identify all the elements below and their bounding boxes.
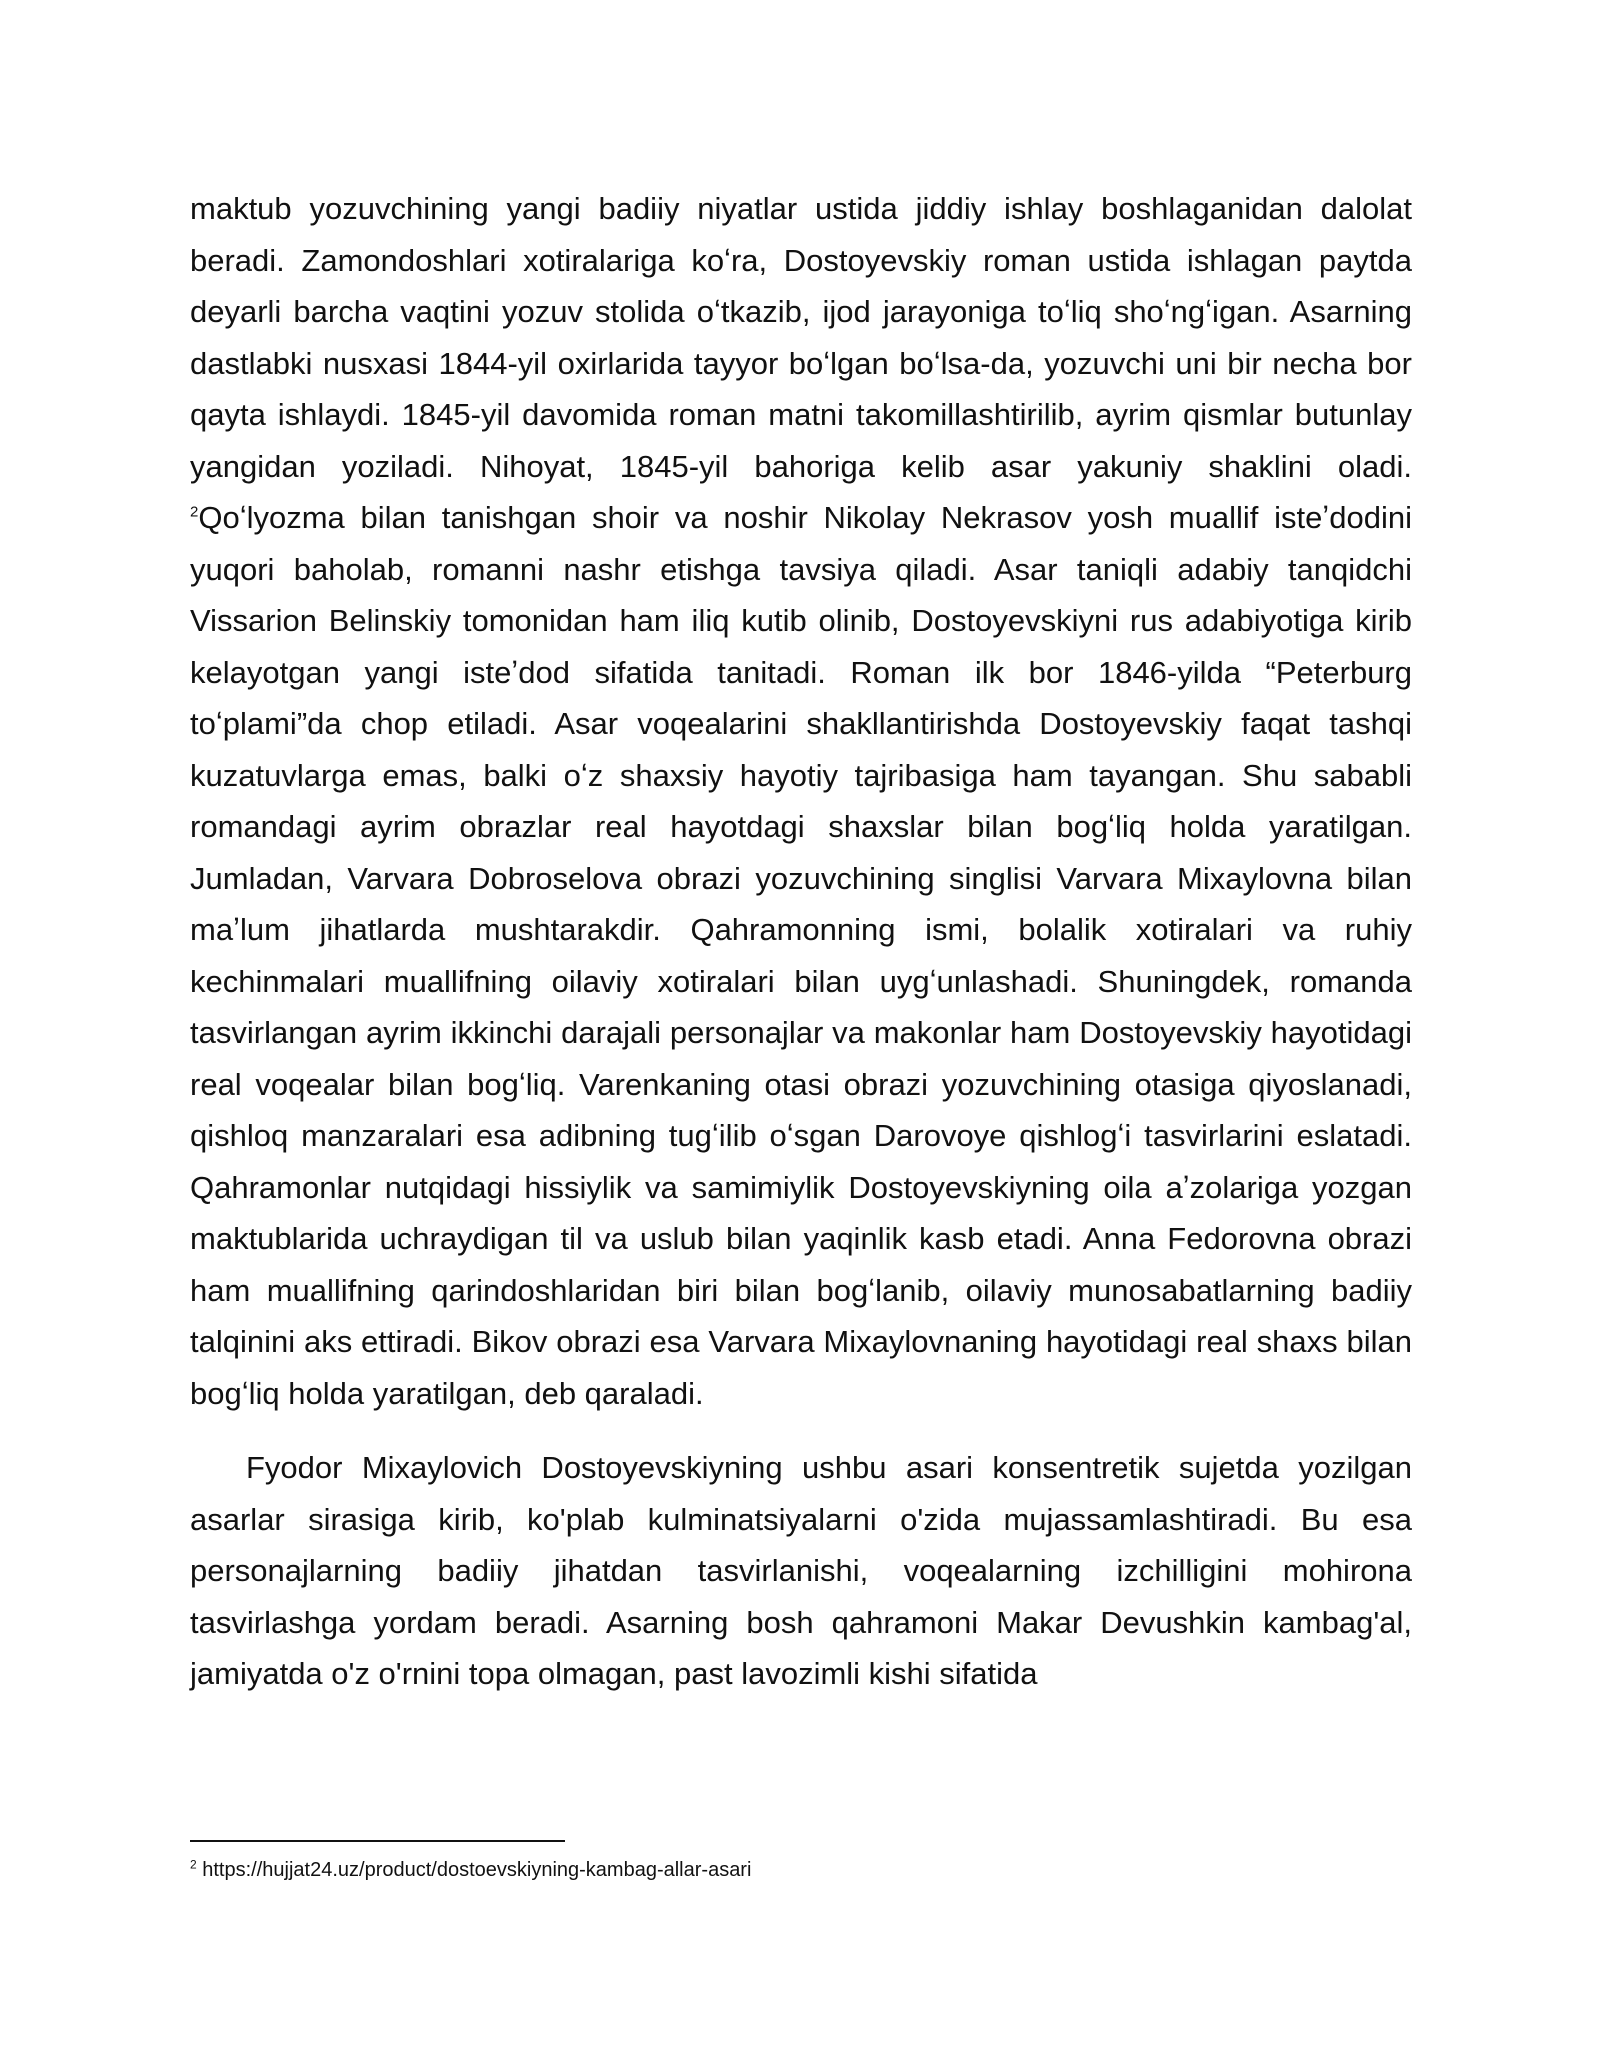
footnote-link[interactable]: https://hujjat24.uz/product/dostoevskiyning-kambag-allar-asari <box>196 1859 752 1881</box>
paragraph-1 <box>190 183 1412 1419</box>
paragraph-1-part-1: maktub yozuvchining yangi badiiy niyatlar ustida jiddiy ishlay boshlaganidan dalolat beradi. Zamondoshlari xotiralariga koʻra, Dostoyevskiy roman ustida ishlagan paytda deyarli barcha vaqtini yozuv stolida oʻtkazib, ijod jarayoniga toʻliq shoʻngʻigan. Asarning dastlabki nusxasi 1844-yil oxirlarida tayyor boʻlgan boʻlsa-da, yozuvchi uni bir necha bor qayta ishlaydi. 1845-yil davomida roman matni takomillashtirilib, ayrim qismlar butunlay yangidan yoziladi. Nihoyat, 1845-yil bahoriga kelib asar yakuniy shaklini oladi. <box>190 191 1412 484</box>
body-text <box>190 183 1412 1700</box>
paragraph-2: Fyodor Mixaylovich Dostoyevskiyning ushbu asari konsentretik sujetda yozilgan asarlar sirasiga kirib, ko'plab kulminatsiyalarni o'zida mujassamlashtiradi. Bu esa personajlarning badiiy jihatdan tasvirlanishi, voqealarning izchilligini mohirona tasvirlashga yordam beradi. Asarning bosh qahramoni Makar Devushkin kambag'al, jamiyatda o'z o'rnini topa olmagan, past lavozimli kishi sifatida <box>190 1450 1412 1691</box>
footnote-number: 2 <box>190 1857 197 1872</box>
footnote <box>190 1857 751 1883</box>
footnote-reference[interactable]: 2 <box>190 503 199 521</box>
footnote-separator <box>190 1840 565 1842</box>
paragraph-1-part-2: Qoʻlyozma bilan tanishgan shoir va noshir Nikolay Nekrasov yosh muallif isteʼdodini yuqori baholab, romanni nashr etishga tavsiya qiladi. Asar taniqli adabiy tanqidchi Vissarion Belinskiy tomonidan ham iliq kutib olinib, Dostoyevskiyni rus adabiyotiga kirib kelayotgan yangi isteʼdod sifatida tanitadi. Roman ilk bor 1846-yilda “Peterburg toʻplami”da chop etiladi. Asar voqealarini shakllantirishda Dostoyevskiy faqat tashqi kuzatuvlarga emas, balki oʻz shaxsiy hayotiy tajribasiga ham tayangan. Shu sababli romandagi ayrim obrazlar real hayotdagi shaxslar bilan bogʻliq holda yaratilgan. Jumladan, Varvara Dobroselova obrazi yozuvchining singlisi Varvara Mixaylovna bilan maʼlum jihatlarda mushtarakdir. Qahramonning ismi, bolalik xotiralari va ruhiy kechinmalari muallifning oilaviy xotiralari bilan uygʻunlashadi. Shuningdek, romanda tasvirlangan ayrim ikkinchi darajali personajlar va makonlar ham Dostoyevskiy hayotidagi real voqealar bilan bogʻliq. Varenkaning otasi obrazi yozuvchining otasiga qiyoslanadi, qishloq manzaralari esa adibning tugʻilib oʻsgan Darovoye qishlogʻi tasvirlarini eslatadi. Qahramonlar nutqidagi hissiylik va samimiylik Dostoyevskiyning oila aʼzolariga yozgan maktublarida uchraydigan til va uslub bilan yaqinlik kasb etadi. Anna Fedorovna obrazi ham muallifning qarindoshlaridan biri bilan bogʻlanib, oilaviy munosabatlarning badiiy talqinini aks ettiradi. Bikov obrazi esa Varvara Mixaylovnaning hayotidagi real shaxs bilan bogʻliq holda yaratilgan, deb qaraladi. <box>190 500 1412 1411</box>
